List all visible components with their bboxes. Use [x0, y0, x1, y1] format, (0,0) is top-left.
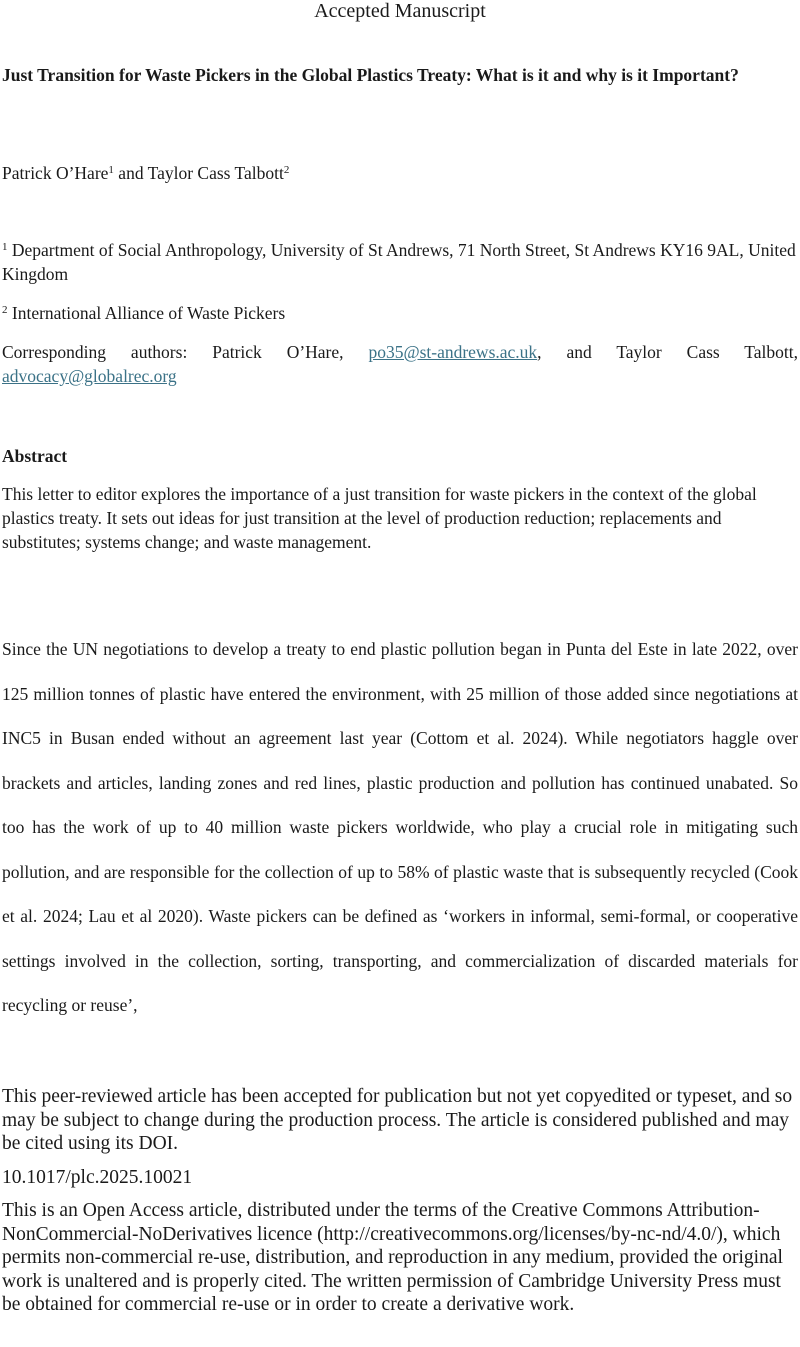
- corresponding-middle: , and Taylor Cass Talbott,: [537, 342, 798, 362]
- author-2-affiliation-mark: 2: [283, 164, 290, 176]
- email-link-talbott[interactable]: advocacy@globalrec.org: [2, 366, 177, 386]
- open-access-license: This is an Open Access article, distributed under the terms of the Creative Commons Attribution-NonCommercial-NoDerivatives licence (http://creativecommons.org/licenses/by-nc-nd/4.0/), which permits non-commercial re-use, distribution, and reproduction in any medium, provided the original work is unaltered and is properly cited. The written permission of Cambridge University Press must be obtained for commercial re-use or in order to create a derivative work.: [2, 1200, 783, 1315]
- abstract-text: This letter to editor explores the importance of a just transition for waste pickers in the context of the global plastics treaty. It sets out ideas for just transition at the level of production reduction; replacements and substitutes; systems change; and waste management.: [2, 484, 757, 552]
- corresponding-authors: [2, 340, 798, 388]
- author-conjunction: and: [113, 163, 148, 183]
- article-title: Just Transition for Waste Pickers in the Global Plastics Treaty: What is it and why is it Important?: [2, 65, 739, 85]
- affiliation-1: [2, 238, 796, 286]
- affiliation-1-text: Department of Social Anthropology, University of St Andrews, 71 North Street, St Andrews KY16 9AL, United Kingdom: [2, 240, 796, 284]
- peer-review-notice: This peer-reviewed article has been accepted for publication but not yet copyedited or typeset, and so may be subject to change during the production process. The article is considered published and may be cited using its DOI.: [2, 1086, 793, 1154]
- affiliation-1-mark: 1: [2, 241, 8, 253]
- author-line: [2, 161, 792, 185]
- author-2-name: Taylor Cass Talbott: [147, 163, 284, 183]
- publication-footer: [2, 1085, 799, 1317]
- email-link-ohare[interactable]: po35@st-andrews.ac.uk: [368, 342, 538, 362]
- corresponding-prefix: Corresponding authors: Patrick O’Hare,: [2, 342, 369, 362]
- author-1-affiliation-mark: 1: [108, 164, 114, 176]
- affiliation-2-text: International Alliance of Waste Pickers: [7, 303, 286, 323]
- affiliation-2: [2, 301, 792, 325]
- accepted-manuscript-header: Accepted Manuscript: [314, 0, 486, 22]
- author-1-name: Patrick O’Hare: [2, 163, 109, 183]
- abstract-heading: Abstract: [2, 446, 68, 466]
- body-paragraph: Since the UN negotiations to develop a treaty to end plastic pollution began in Punta del Este in late 2022, over 125 million tonnes of plastic have entered the environment, with 25 million of those added since negotiations at INC5 in Busan ended without an agreement last year (Cottom et al. 2024). While negotiators haggle over brackets and articles, landing zones and red lines, plastic production and pollution has continued unabated. So too has the work of up to 40 million waste pickers worldwide, who play a crucial role in mitigating such pollution, and are responsible for the collection of up to 58% of plastic waste that is subsequently recycled (Cook et al. 2024; Lau et al 2020). Waste pickers can be defined as ‘workers in informal, semi-formal, or cooperative settings involved in the collection, sorting, transporting, and commercialization of discarded materials for recycling or reuse’,: [2, 639, 798, 1015]
- affiliation-2-mark: 2: [2, 304, 8, 316]
- doi: 10.1017/plc.2025.10021: [2, 1166, 193, 1188]
